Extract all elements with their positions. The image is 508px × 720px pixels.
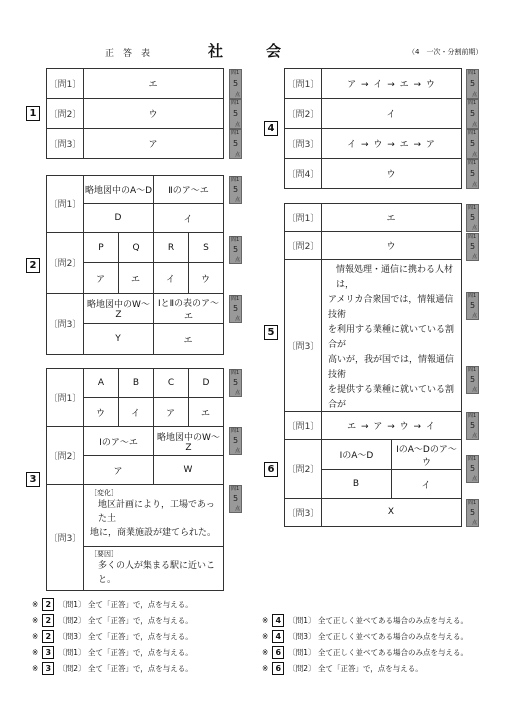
points-box: 問1 5 点 [231,296,240,322]
sheet-label: 正 答 表 [105,49,151,59]
question-number-6: 6 [258,412,285,527]
q1-2-answer: ウ [84,99,224,129]
q4-4-label: 〔問4〕 [285,159,322,189]
q6-3-label: 〔問3〕 [285,498,322,526]
answer-line-3: を利用する業種に就いている割合が [328,325,455,350]
question-number-5: 5 [258,204,285,462]
q1-3-answer: ア [84,129,224,159]
q1-2-label: 〔問2〕 [47,99,84,129]
q3-1-header: A [84,369,119,398]
q2-3-header-b: ⅠとⅡの表のア～エ [154,293,224,324]
q4-2-label: 〔問2〕 [285,99,322,129]
points-box: 問1 5 点 [468,130,477,158]
points-box: 問1 5 点 [468,70,477,98]
q2-2-header: S [189,232,224,263]
subject-title: 社 会 [208,42,296,60]
points-box: 問1 5 点 [231,100,240,128]
change-line-1: 地区計画により，工場であった土 [98,500,215,524]
question-number-3: 3 [20,369,47,591]
cause-heading: ［要因］ [90,550,118,558]
q5-2-answer: ウ [322,232,462,260]
q2-2-header: R [154,232,189,263]
points-box: 問1 5 点 [468,100,477,128]
q2-1-label: 〔問1〕 [47,176,84,233]
q3-1-header: B [119,369,154,398]
q4-1-answer: ア → イ → エ → ウ [322,69,462,99]
q2-3-answer-b: エ [154,324,224,355]
q5-1-label: 〔問1〕 [285,204,322,232]
points-box: 問1 5 点 [231,70,240,98]
answer-line-1: 情報処理・通信に携わる人材は， [336,265,454,290]
q2-2-header: P [84,232,119,263]
answer-line-4: 高いが，我が国では，情報通信技術 [328,355,455,380]
points-box: 問1 5 点 [468,367,477,393]
q5-3-answer [322,260,462,432]
scoring-note: ※ 3 〔問1〕 全て「正答」で，点を与える。 [32,648,193,657]
q6-2-answer-a: B [322,470,392,498]
question-6-table [258,411,462,527]
scoring-note: ※ 3 〔問2〕 全て「正答」で，点を与える。 [32,664,193,673]
q3-1-answer: ウ [84,398,119,427]
q4-2-answer: イ [322,99,462,129]
q1-3-label: 〔問3〕 [47,129,84,159]
change-heading: ［変化］ [90,489,118,497]
q2-2-answer: ウ [189,263,224,294]
points-box: 問1 5 点 [231,370,240,396]
question-number-1: 1 [20,69,47,159]
question-number-2: 2 [20,176,47,355]
answer-line-5: を提供する業種に就いている割合が [328,385,455,410]
change-line-2: 地に，商業施設が建てられた。 [90,528,217,538]
q6-1-label: 〔問1〕 [285,412,322,440]
q2-2-label: 〔問2〕 [47,232,84,293]
q4-3-label: 〔問3〕 [285,129,322,159]
q6-2-answer-b: イ [392,470,462,498]
points-box: 問1 5 点 [468,293,477,319]
q2-2-answer: ア [84,263,119,294]
q5-3-label: 〔問3〕 [285,260,322,432]
q3-1-answer: イ [119,398,154,427]
scoring-note: ※ 6 〔問2〕 全て「正答」で，点を与える。 [262,664,423,673]
q3-2-header-a: Ⅰのア～エ [84,427,154,456]
q3-2-answer-a: ア [84,456,154,485]
question-4-table [258,68,462,189]
q3-1-answer: エ [189,398,224,427]
q6-2-label: 〔問2〕 [285,440,322,498]
q6-2-header-a: ⅠのA～D [322,440,392,470]
q3-1-header: C [154,369,189,398]
scoring-note: ※ 6 〔問1〕 全て正しく並べてある場合のみ点を与える。 [262,648,468,657]
q5-1-answer: エ [322,204,462,232]
q5-2-label: 〔問2〕 [285,232,322,260]
q6-2-header-b: ⅠのA～Dのア～ウ [392,440,462,470]
q2-3-label: 〔問3〕 [47,293,84,354]
cause-line-1: 多くの人が集まる駅に近いこと。 [98,561,216,585]
q6-3-answer: X [322,498,462,526]
points-box: 問1 5 点 [468,500,477,526]
points-box: 問1 5 点 [468,234,477,260]
q1-1-label: 〔問1〕 [47,69,84,99]
points-box: 問1 5 点 [231,428,240,454]
q6-1-answer: エ → ア → ウ → イ [322,412,462,440]
q3-1-label: 〔問1〕 [47,369,84,427]
q3-2-answer-b: W [154,456,224,485]
exam-info: （4 一次・分割前期） [408,48,483,56]
q2-3-header-a: 略地図中のW～Z [84,293,154,324]
question-3-table [20,368,224,591]
q2-2-answer: エ [119,263,154,294]
question-2-table [20,175,224,355]
q2-1-answer-b: イ [154,204,224,232]
q2-2-header: Q [119,232,154,263]
points-box: 問1 5 点 [231,177,240,203]
scoring-note: ※ 2 〔問3〕 全て「正答」で，点を与える。 [32,632,193,641]
answer-line-2: アメリカ合衆国では，情報通信技術 [328,295,454,320]
q1-1-answer: エ [84,69,224,99]
q2-1-header-a: 略地図中のA～D [84,176,154,204]
points-box: 問1 5 点 [468,456,477,482]
points-box: 問1 5 点 [468,205,477,231]
q2-1-answer-a: D [84,204,154,232]
question-number-4: 4 [258,69,285,189]
q3-2-label: 〔問2〕 [47,427,84,485]
q4-3-answer: イ → ウ → エ → ア [322,129,462,159]
q3-2-header-b: 略地図中のW～Z [154,427,224,456]
q2-2-answer: イ [154,263,189,294]
points-box: 問1 5 点 [468,413,477,439]
scoring-note: ※ 4 〔問1〕 全て正しく並べてある場合のみ点を与える。 [262,616,468,625]
scoring-note: ※ 4 〔問3〕 全て正しく並べてある場合のみ点を与える。 [262,632,468,641]
points-box: 問1 5 点 [231,130,240,158]
q3-1-answer: ア [154,398,189,427]
q4-4-answer: ウ [322,159,462,189]
q3-1-header: D [189,369,224,398]
points-box: 問1 5 点 [468,160,477,188]
q4-1-label: 〔問1〕 [285,69,322,99]
q2-3-answer-a: Y [84,324,154,355]
question-1-table [20,68,224,159]
q2-1-header-b: Ⅱのア～エ [154,176,224,204]
scoring-note: ※ 2 〔問1〕 全て「正答」で，点を与える。 [32,600,193,609]
q3-3-label: 〔問3〕 [47,485,84,591]
q3-3-answer [84,485,224,591]
scoring-note: ※ 2 〔問2〕 全て「正答」で，点を与える。 [32,616,193,625]
points-box: 問1 5 点 [231,237,240,263]
points-box: 問1 5 点 [231,486,240,512]
